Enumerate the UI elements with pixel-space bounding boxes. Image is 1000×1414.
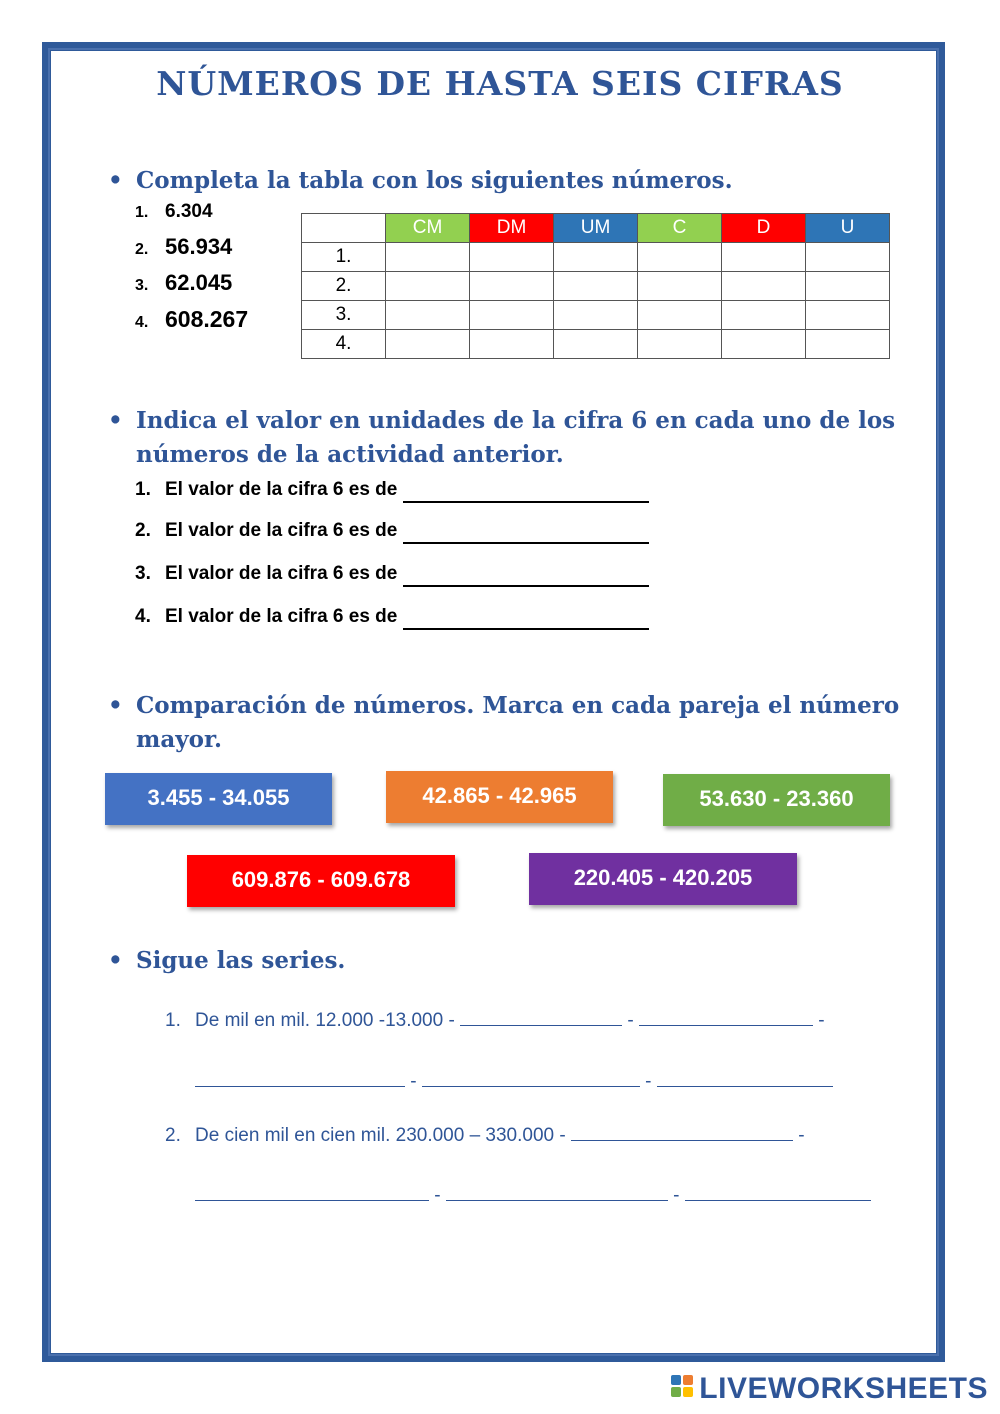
- table-cell-input[interactable]: [470, 301, 554, 330]
- table-cell-input[interactable]: [638, 272, 722, 301]
- list-item: 3. 62.045: [135, 270, 233, 295]
- list-item: 2. 56.934: [135, 234, 233, 259]
- series-blank[interactable]: [422, 1068, 640, 1087]
- list-item: 4. 608.267: [135, 306, 249, 332]
- section3-heading: • Comparación de números. Marca en cada pareja el número mayor.: [108, 689, 936, 757]
- table-cell-input[interactable]: [722, 301, 806, 330]
- compare-pair-box[interactable]: 53.630 - 23.360: [663, 774, 890, 826]
- place-value-table: [301, 213, 890, 359]
- value-row: 3. El valor de la cifra 6 es de: [135, 563, 649, 587]
- row-label: 3.: [302, 301, 386, 330]
- table-cell-input[interactable]: [722, 243, 806, 272]
- table-cell-input[interactable]: [806, 243, 890, 272]
- bullet-icon: •: [108, 167, 123, 194]
- table-cell-input[interactable]: [470, 330, 554, 359]
- series-blank[interactable]: [657, 1068, 833, 1087]
- answer-blank[interactable]: [403, 520, 649, 544]
- series-blank[interactable]: [685, 1182, 871, 1201]
- value-row: 4. El valor de la cifra 6 es de: [135, 606, 649, 630]
- value-row: 1. El valor de la cifra 6 es de: [135, 479, 649, 503]
- header-c: C: [638, 214, 722, 243]
- table-cell-input[interactable]: [470, 243, 554, 272]
- series-blank[interactable]: [446, 1182, 668, 1201]
- header-cm: CM: [386, 214, 470, 243]
- compare-pair-box[interactable]: 3.455 - 34.055: [105, 773, 332, 825]
- table-row: [302, 301, 890, 330]
- series-1: 1. De mil en mil. 12.000 -13.000 - - -: [165, 1007, 825, 1032]
- table-cell-input[interactable]: [386, 330, 470, 359]
- section4-heading: • Sigue las series.: [108, 944, 936, 978]
- liveworksheets-logo[interactable]: LIVEWORKSHEETS: [671, 1372, 988, 1406]
- bullet-icon: •: [108, 692, 123, 719]
- row-label: 4.: [302, 330, 386, 359]
- answer-blank[interactable]: [403, 563, 649, 587]
- table-row: [302, 330, 890, 359]
- header-um: UM: [554, 214, 638, 243]
- table-cell-input[interactable]: [554, 330, 638, 359]
- series-2: 2. De cien mil en cien mil. 230.000 – 330.000 - -: [165, 1122, 805, 1147]
- header-dm: DM: [470, 214, 554, 243]
- table-header-row: [302, 214, 890, 243]
- table-cell-input[interactable]: [638, 301, 722, 330]
- table-cell-input[interactable]: [806, 301, 890, 330]
- value-row: 2. El valor de la cifra 6 es de: [135, 520, 649, 544]
- row-label: 2.: [302, 272, 386, 301]
- series-2-continued: - -: [195, 1182, 871, 1207]
- table-corner-cell: [302, 214, 386, 243]
- table-cell-input[interactable]: [554, 272, 638, 301]
- liveworksheets-logo-icon: [671, 1375, 695, 1401]
- table-cell-input[interactable]: [638, 330, 722, 359]
- header-d: D: [722, 214, 806, 243]
- series-blank[interactable]: [460, 1007, 622, 1026]
- table-cell-input[interactable]: [722, 330, 806, 359]
- row-label: 1.: [302, 243, 386, 272]
- number-list: [135, 201, 248, 342]
- table-cell-input[interactable]: [638, 243, 722, 272]
- table-row: [302, 272, 890, 301]
- series-blank[interactable]: [195, 1182, 429, 1201]
- compare-pair-box[interactable]: 609.876 - 609.678: [187, 855, 455, 907]
- series-blank[interactable]: [639, 1007, 813, 1026]
- table-cell-input[interactable]: [806, 330, 890, 359]
- table-cell-input[interactable]: [554, 243, 638, 272]
- table-row: [302, 243, 890, 272]
- list-item: 1. 6.304: [135, 201, 213, 222]
- table-cell-input[interactable]: [470, 272, 554, 301]
- series-1-continued: - -: [195, 1068, 833, 1093]
- compare-pair-box[interactable]: 220.405 - 420.205: [529, 853, 797, 905]
- compare-pair-box[interactable]: 42.865 - 42.965: [386, 771, 613, 823]
- answer-blank[interactable]: [403, 479, 649, 503]
- table-cell-input[interactable]: [722, 272, 806, 301]
- section1-heading: • Completa la tabla con los siguientes números.: [108, 164, 936, 198]
- page-title: NÚMEROS DE HASTA SEIS CIFRAS: [156, 64, 844, 103]
- table-cell-input[interactable]: [386, 301, 470, 330]
- series-blank[interactable]: [195, 1068, 405, 1087]
- table-cell-input[interactable]: [806, 272, 890, 301]
- bullet-icon: •: [108, 947, 123, 974]
- header-u: U: [806, 214, 890, 243]
- table-cell-input[interactable]: [386, 243, 470, 272]
- answer-blank[interactable]: [403, 606, 649, 630]
- section2-heading: • Indica el valor en unidades de la cifra 6 en cada uno de los números de la actividad anterior.: [108, 404, 936, 472]
- table-cell-input[interactable]: [386, 272, 470, 301]
- series-blank[interactable]: [571, 1122, 793, 1141]
- bullet-icon: •: [108, 407, 123, 434]
- table-cell-input[interactable]: [554, 301, 638, 330]
